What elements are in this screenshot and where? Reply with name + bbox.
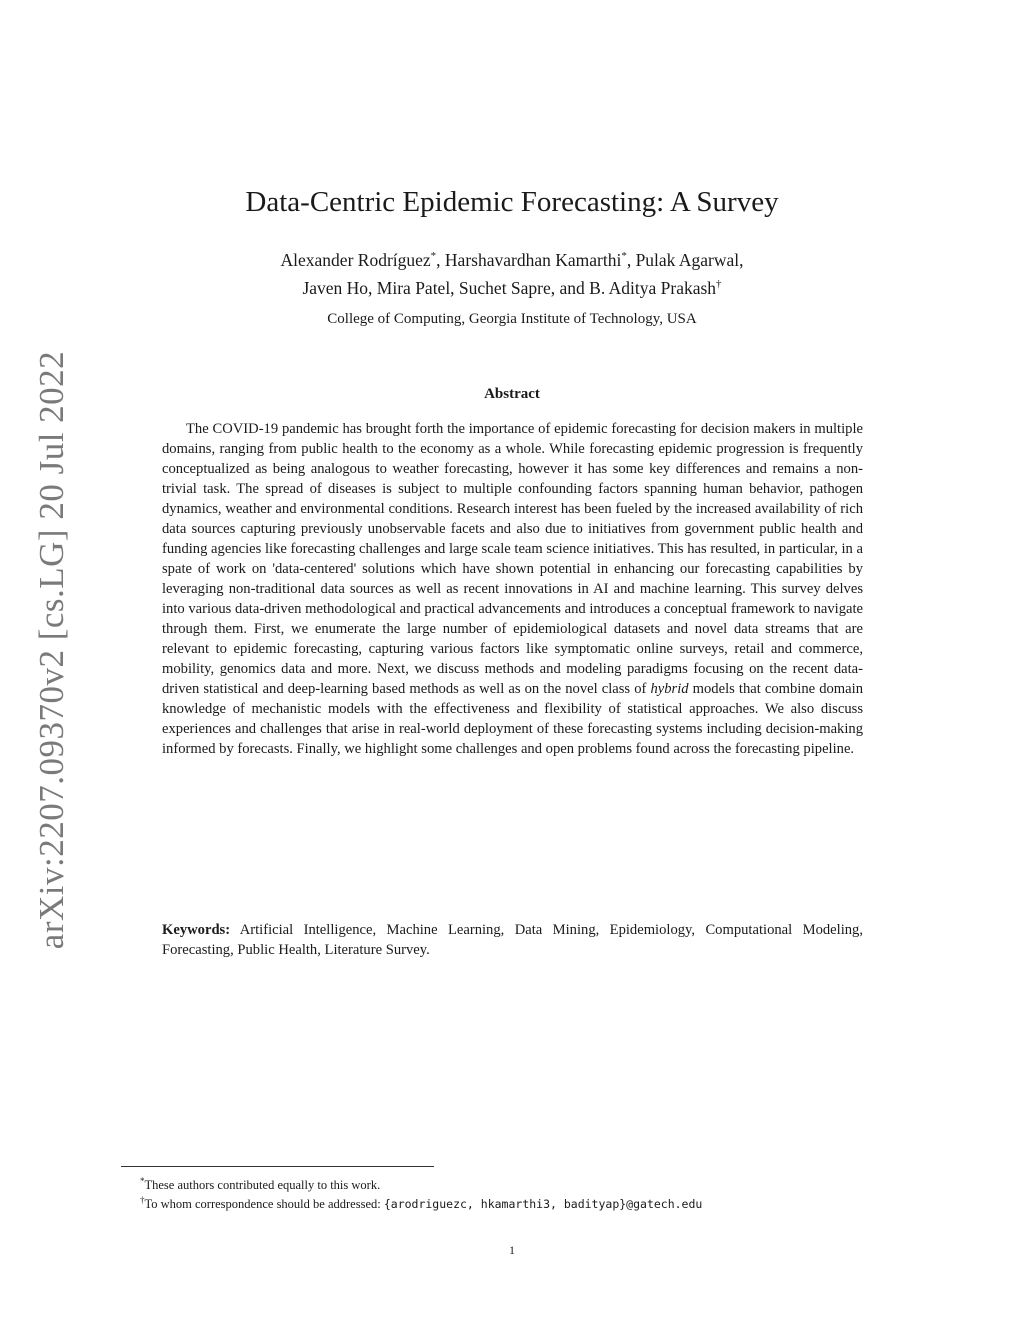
abstract-text-part-2: models that combine domain knowledge of mechanistic models with the effectiveness and flexibility of statistical approaches. We also discuss experiences and challenges that arise in real-world deployment of these forecasting systems including decision-making informed by forecasts. Finally, we highlight some challenges and open problems found across the forecasting pipeline. xyxy=(162,681,863,757)
contact-emails: {arodriguezc, hkamarthi3, badityap}@gatech.edu xyxy=(383,1197,703,1212)
abstract-text-part-1: The COVID-19 pandemic has brought forth the importance of epidemic forecasting for decision makers in multiple domains, ranging from public health to the economy as a whole. While forecasting epidemic progression is frequently conceptualized as being analogous to weather forecasting, however it has some key differences and remains a non-trivial task. The spread of diseases is subject to multiple confounding factors spanning human behavior, pathogen dynamics, weather and environmental conditions. Research interest has been fueled by the increased availability of rich data sources capturing previously unobservable facets and also due to initiatives from government public health and funding agencies like forecasting challenges and large scale team science initiatives. This has resulted, in particular, in a spate of work on 'data-centered' solutions which have shown potential in enhancing our forecasting capabilities by leveraging non-traditional data sources as well as recent innovations in AI and machine learning. This survey delves into various data-driven methodological and practical advancements and introduces a conceptual framework to navigate through them. First, we enumerate the large number of epidemiological datasets and novel data streams that are relevant to epidemic forecasting, capturing various factors like symptomatic online surveys, retail and commerce, mobility, genomics data and more. Next, we discuss methods and modeling paradigms focusing on the recent data-driven statistical and deep-learning based methods as well as on the novel class of xyxy=(162,421,863,697)
paper-title: Data-Centric Epidemic Forecasting: A Survey xyxy=(245,186,779,218)
abstract-emphasis: hybrid xyxy=(650,681,689,697)
footnote-star-mark: * xyxy=(140,1176,145,1186)
author-rodriguez: Alexander Rodríguez xyxy=(280,249,431,270)
keywords-text: Artificial Intelligence, Machine Learning, Data Mining, Epidemiology, Computational Modeling, Forecasting, Public Health, Literature Survey. xyxy=(162,922,863,958)
footnote-dagger-mark: † xyxy=(140,1195,145,1205)
page-number: 1 xyxy=(509,1243,515,1257)
author-line-2-text: Javen Ho, Mira Patel, Suchet Sapre, and B. Aditya Prakash xyxy=(302,277,717,298)
footnote-divider xyxy=(121,1166,434,1167)
author-line-1 xyxy=(0,244,1024,272)
keywords-label: Keywords: xyxy=(162,922,231,938)
corresponding-author-mark: † xyxy=(716,277,722,290)
affiliation: College of Computing, Georgia Institute of Technology, USA xyxy=(327,311,697,327)
arxiv-identifier-stamp: arXiv:2207.09370v2 [cs.LG] 20 Jul 2022 xyxy=(32,350,71,950)
footnote-correspondence xyxy=(140,1192,702,1212)
equal-contribution-mark: * xyxy=(430,250,437,262)
keywords xyxy=(162,920,863,960)
footnote-1-text: These authors contributed equally to this work. xyxy=(144,1178,381,1193)
equal-contribution-mark: * xyxy=(621,250,627,262)
author-agarwal: , Pulak Agarwal, xyxy=(626,249,744,270)
author-list xyxy=(0,244,1024,300)
abstract-heading: Abstract xyxy=(484,386,540,402)
footnote-2-text: To whom correspondence should be addressed: xyxy=(144,1197,384,1212)
author-kamarthi: , Harshavardhan Kamarthi xyxy=(436,249,622,270)
abstract-body xyxy=(162,419,863,759)
footnote-equal-contribution xyxy=(140,1173,380,1193)
author-line-2 xyxy=(0,272,1024,300)
